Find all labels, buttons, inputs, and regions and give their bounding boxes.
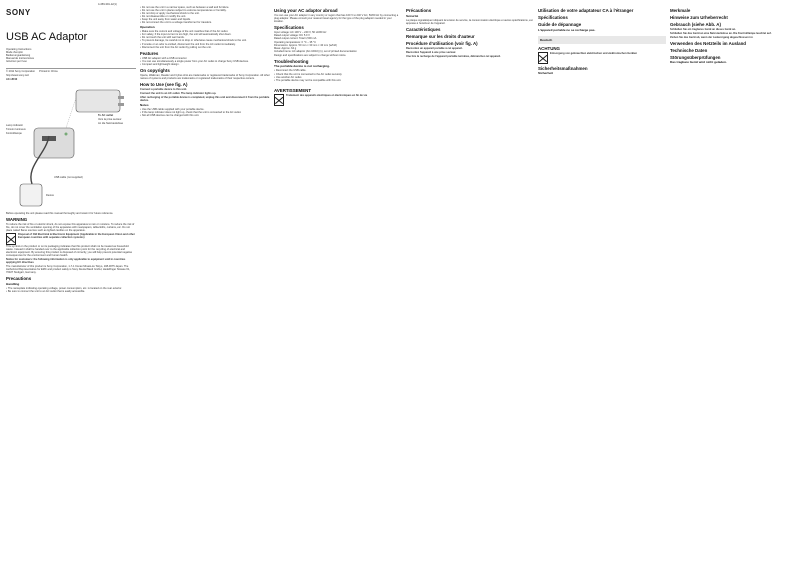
spec-item: Input voltage: AC 100 V – 240 V, 50 Hz/60 Hz [274,31,327,35]
column-english-cover [6,6,136,566]
trouble-subheading: The portable device is not recharging. [274,64,330,69]
specifications-heading: Specifications [274,25,304,31]
cable-label: USB cable (not supplied) [54,175,83,179]
subtitle-en: Operating Instructions [6,48,32,51]
de-abroad-heading: Verwenden des Netzteils im Ausland [670,40,746,46]
subtitle-list [6,48,136,63]
lamp-label-fr: Témoin lumineux [6,127,26,131]
outlet-label: To AC outlet [98,113,114,117]
precaution-item: • Do not connect the unit to a voltage transformer for travelers. [140,21,270,24]
fr-spec-heading: Spécifications [538,15,568,20]
fr-weee-block [274,94,402,106]
precaution-item: • The nameplate indicating operating voltage, power consumption, etc. is located on the rear exterior. [6,287,136,290]
de-trouble-subheading: Das tragbare Gerät wird nicht geladen. [670,60,727,65]
fr-features-heading: Caractéristiques [406,26,441,32]
trouble-item: • The portable device may not be compatible with this unit. [274,79,402,82]
device-label: Device [46,193,54,197]
column-english-3 [274,6,402,566]
fr-step-3: Une fois la recharge de l'appareil portable terminée, débranchez cet appareil. [406,54,501,58]
operation-item: • Disconnect the unit from the AC outlet by pulling out the unit. [140,46,270,49]
de-warning-heading: ACHTUNG [538,45,560,51]
note-item: • If the lamp indicator does not light up, check that the unit is connected to the AC outlet. [140,111,270,114]
spec-item: Included items: AC adaptor (AC-UD10) (1), set of printed documentation [274,49,357,53]
operation-item: • For safety, if the input current is too high, the unit will automatically shut down. [140,33,270,36]
figure-a [6,84,136,212]
lamp-label-de: Kontrolllampe [6,131,22,135]
de-title: Deutsch [540,37,553,42]
de-language-tab [538,36,666,44]
copyright-text: © 2011 Sony Corporation [6,70,36,74]
warning-heading: WARNING [6,216,28,222]
trouble-item: • Check that the unit is connected to the AC outlet securely. [274,73,402,76]
fr-abroad-heading: Utilisation de votre adaptateur CA à l'étranger [538,8,634,13]
fr-use-heading: Procédure d'utilisation (voir fig. A) [406,40,478,46]
handling-subheading: Handling [6,281,20,286]
spec-item: Rated output voltage: DC 5.0 V [274,34,310,38]
de-safety-subheading: Sicherheit [538,71,553,76]
operation-item: • If smoke or an odor is emitted, disconnect the unit from the AC outlet immediately. [140,43,270,46]
column-french [406,6,534,566]
weee-bin-icon [6,233,16,245]
precaution-item: • Do not use the unit in a narrow space, such as between a wall and furniture. [140,6,270,9]
howto-step-2: Connect the unit to an AC outlet. The lamp indicator lights up. [140,92,217,96]
subtitle-de: Bedienungsanleitung [6,54,31,58]
fr-weee-heading: Traitement des appareils électriques et électroniques en fin de vie [286,93,368,97]
eu-notice-text: The manufacturer of this product is Sony Corporation, 1-7-1 Konan Minato-ku Tokyo, 108-0075 Japan. The Authorized Representative for EMC and product safety is Sony Deutschland GmbH, Hedelfinger Strasse 61, 70327 Stuttgart, Germany. [6,265,130,275]
precaution-item: • Do not drop or apply mechanical shock to the unit. [140,12,270,15]
de-trouble-heading: Störungsüberprüfungen [670,54,721,60]
feature-item: • Compact and lightweight design. [140,63,270,66]
model-number: AC-UD10 [6,77,18,81]
fr-trouble-heading: Guide de dépannage [538,22,582,27]
lamp-label: Lamp indicator [6,123,24,127]
de-step-2: Schließen Sie das Gerät an eine Netzsteckdose an. Die Kontrolllampe leuchtet auf. [670,31,772,35]
fr-step-1: Raccordez un appareil portable à cet appareil. [406,46,463,50]
feature-item: • You can use simultaneously a single power from your AC outlet to charge Sony USB devices. [140,60,270,63]
troubleshooting-heading: Troubleshooting [274,58,309,64]
spec-item: Rated output current: Total 1,500 mA [274,37,317,41]
de-weee-heading: Entsorgung von gebrauchten elektrischen und elektronischen Geräten [550,51,638,55]
fr-copyright-heading: Remarque sur les droits d'auteur [406,33,475,39]
document-code: 4-459-391-12(1) [98,3,117,6]
outlet-label-de: An die Netzsteckdose [98,121,124,125]
de-copyright-heading: Hinweise zum Urheberrecht [670,15,728,20]
howto-step-3: After recharging of the portable device is completed, unplug this unit and disconnect it from the portable device. [140,95,270,103]
abroad-text: You can use your AC adaptor in any country or region that has 100 V to 240 V AC, 50/60 Hz by connecting a plug adaptor. Please consult your nearest travel agency for the type of the plug adaptor needed in your location. [274,14,399,24]
de-spec-heading: Technische Daten [670,47,708,53]
fr-safety-subheading: Sécurité [406,13,419,18]
copyrights-heading: On copyrights [140,68,170,73]
spec-note: Design and specifications are subject to change without notice. [274,53,347,57]
precaution-item: • Keep the unit away from water and liquids. [140,18,270,21]
weee-heading: Disposal of Old Electrical & Electronic Equipment (Applicable in the European Union and other European countries with separate collection systems) [18,232,135,240]
outlet-label-fr: Vers la prise secteur [98,117,122,121]
operation-subheading: Operation [140,25,155,30]
fr-trouble-subheading: L'appareil portable ne se recharge pas. [538,27,596,32]
operation-item: • Make sure the current and voltage of the unit matches that of the AC outlet. [140,30,270,33]
brand-logo: SONY [6,8,31,17]
column-french-2 [538,6,666,566]
copyrights-text: Xperia, Walkman, Reader and Cyber-shot are trademarks or registered trademarks of Sony Corporation. All other names of systems and products are trademarks or registered trademarks of their respective owners. [140,74,270,81]
feature-item: • USB AC adaptor with a USB connector. [140,57,270,60]
eu-notice-heading: Notice for customers: the following information is only applicable to equipment sold in countries applying EU directives [6,258,126,265]
spec-item: Dimensions: Approx. 50 mm × 30 mm × 40 mm (w/h/d) [274,43,337,47]
note-item: • Not all USB devices can be charged with this unit. [140,114,270,117]
operation-item: • Do not touch the unit with wet hands. [140,36,270,39]
trouble-item: • Use another AC outlet. [274,76,402,79]
product-title: USB AC Adaptor [6,31,88,43]
de-use-heading: Gebrauch (siehe Abb. A) [670,22,721,27]
printed-text: Printed in China [39,70,58,74]
subtitle-it: Istruzioni per l'uso [6,60,27,64]
precaution-item: • Do not disassemble or modify the unit. [140,15,270,18]
column-german [670,6,796,566]
intro-text: Before operating the unit please read this manual thoroughly and retain it for future reference. [6,211,114,215]
weee-bin-icon [274,94,284,106]
precaution-item: • Be sure to connect the unit to an AC outlet that is easily accessible. [6,290,136,293]
weee-bin-icon [538,52,548,64]
fr-precautions-heading: Précautions [406,8,432,13]
subtitle-es: Manual de instrucciones [6,57,34,61]
weee-block [6,233,136,245]
de-step-3: Ziehen Sie das Gerät ab, wenn der Ladevorgang abgeschlossen ist. [670,35,754,39]
precautions-heading: Precautions [6,276,32,282]
de-features-heading: Merkmale [670,8,691,13]
adaptor-diagram [6,84,136,212]
de-precautions-heading: Sicherheitsmaßnahmen [538,65,588,71]
operation-item: • To prevent damage, be careful not to drop or otherwise cause mechanical shock to the unit. [140,39,270,42]
de-warning-block [538,44,666,52]
fr-step-2: Raccordez l'appareil à une prise secteur. [406,50,457,54]
spec-item: Operating temperature: 0 °C – 35 °C [274,40,317,44]
fr-warning-heading: AVERTISSEMENT [274,87,311,93]
weee-text: This symbol on the product or on its packaging indicates that this product shall not be treated as household waste. Instead it shall be handed over to the applicable collection point for the recycling of electrical and electronic equipment. By ensuring this product is disposed of correctly, you will help prevent potential negative consequences for the environment and human health. [6,244,133,258]
subtitle-fr: Mode d'emploi [6,51,23,55]
sony-url: http://www.sony.net/ [6,73,30,77]
de-weee-block [538,52,666,64]
trouble-item: • Reconnect the USB cable. [274,69,402,72]
precaution-item: • Do not use the unit in places subject to extreme temperatures or humidity. [140,9,270,12]
howto-step-1: Connect a portable device to this unit. [140,88,187,92]
fr-precaution-text: La plaque signalétique indiquant la tension de service, la consommation électrique et autres spécifications, est apposée à l'extérieur de l'appareil. [406,18,533,25]
warning-text: To reduce the risk of fire or electric shock, do not expose this apparatus to rain or moisture. To reduce the risk of fire, do not cover the ventilation opening of the apparatus with newspapers, tablecloths, curtains, etc. Do not place naked flame sources such as lighted candles on the apparatus. [6,222,135,233]
spec-item: Mass: Approx. 64 g [274,46,297,50]
de-step-1: Schließen Sie ein tragbares Gerät an dieses Gerät an. [670,28,736,31]
column-english-2 [140,6,270,566]
notes-subheading: Notes [140,102,149,107]
features-heading: Features [140,50,159,56]
howto-heading: How to Use (see fig. A) [140,82,188,88]
note-item: • Use the USB cable supplied with your portable device. [140,108,270,111]
abroad-heading: Using your AC adaptor abroad [274,8,338,13]
